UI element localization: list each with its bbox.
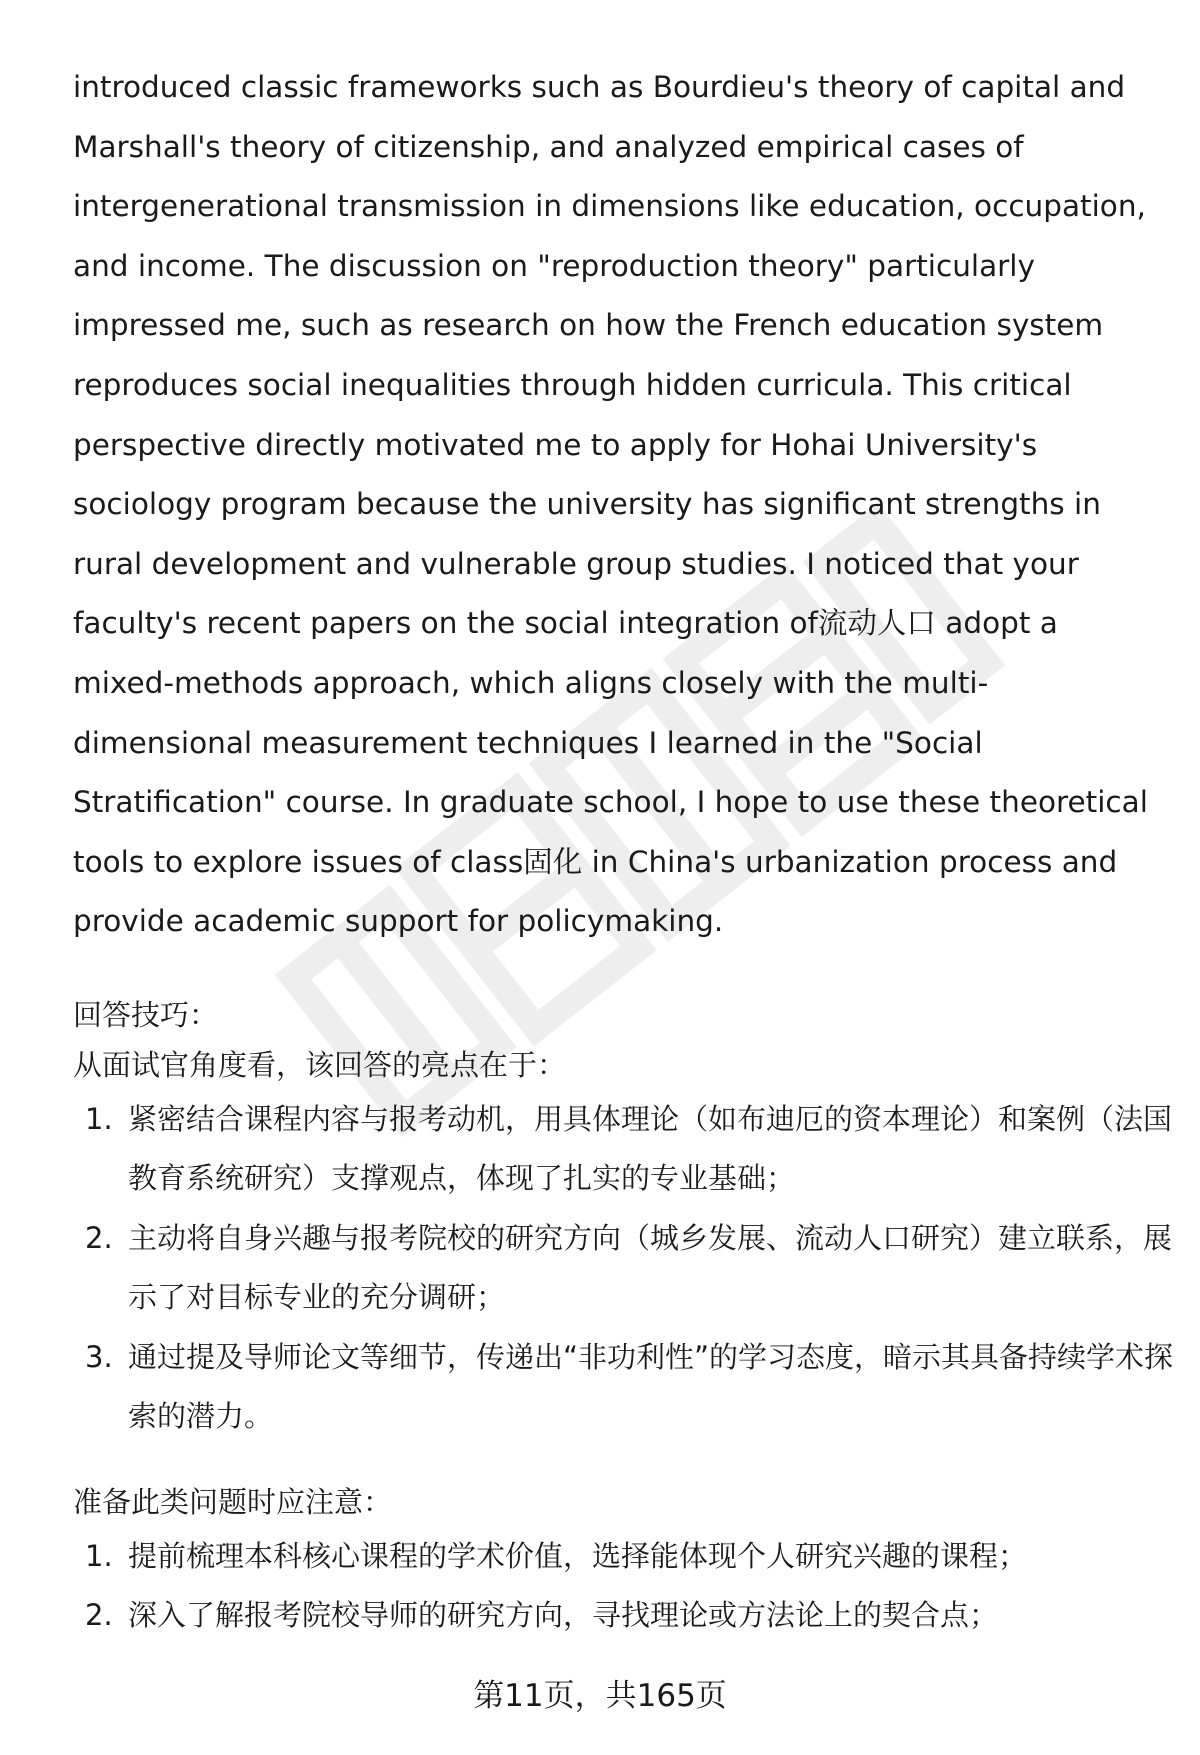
list-item-number: 1. (85, 1101, 113, 1136)
list-item (73, 1527, 1188, 1587)
body-paragraph: introduced classic frameworks such as Bourdieu's theory of capital and Marshall's theory of citizenship, and analyzed empirical cases of intergenerational transmission in dimensions like education, occupation, and income. The discussion on "reproduction theory" particularly impressed me, such as research on how the French education system reproduces social inequalities through hidden curricula. This critical perspective directly motivated me to apply for Hohai University's sociology program because the university has significant strengths in rural development and vulnerable group studies. I noticed that your faculty's recent papers on the social integration of流动人口 adopt a mixed-methods approach, which aligns closely with the multi-dimensional measurement techniques I learned in the "Social Stratification" course. In graduate school, I hope to use these theoretical tools to explore issues of class固化 in China's urbanization process and provide academic support for policymaking. (73, 70, 1148, 939)
list-item (73, 1090, 1188, 1209)
page-number-footer: 第11页，共165页 (473, 1678, 727, 1714)
tips-list (73, 1090, 1174, 1447)
notes-heading: 准备此类问题时应注意： (73, 1484, 393, 1519)
tips-intro: 从面试官角度看，该回答的亮点在于： (73, 1047, 567, 1082)
notes-list (73, 1527, 1163, 1646)
list-item-text: 主动将自身兴趣与报考院校的研究方向（城乡发展、流动人口研究）建立联系，展示了对目标专业的充分调研； (128, 1220, 1173, 1315)
list-item-text: 深入了解报考院校导师的研究方向，寻找理论或方法论上的契合点； (128, 1598, 999, 1633)
list-item (73, 1328, 1188, 1447)
list-item-number: 2. (85, 1598, 113, 1633)
document-page (73, 58, 1174, 1646)
list-item-number: 2. (85, 1220, 113, 1255)
list-item-number: 3. (85, 1339, 113, 1374)
list-item-text: 通过提及导师论文等细节，传递出“非功利性”的学习态度，暗示其具备持续学术探索的潜力。 (128, 1339, 1174, 1434)
list-item-text: 紧密结合课程内容与报考动机，用具体理论（如布迪厄的资本理论）和案例（法国教育系统研究）支撑观点，体现了扎实的专业基础； (128, 1101, 1173, 1196)
list-item-number: 1. (85, 1538, 113, 1573)
list-item-text: 提前梳理本科核心课程的学术价值，选择能体现个人研究兴趣的课程； (128, 1538, 1028, 1573)
list-item (73, 1586, 1188, 1646)
list-item (73, 1209, 1188, 1328)
tips-heading: 回答技巧： (73, 997, 219, 1032)
